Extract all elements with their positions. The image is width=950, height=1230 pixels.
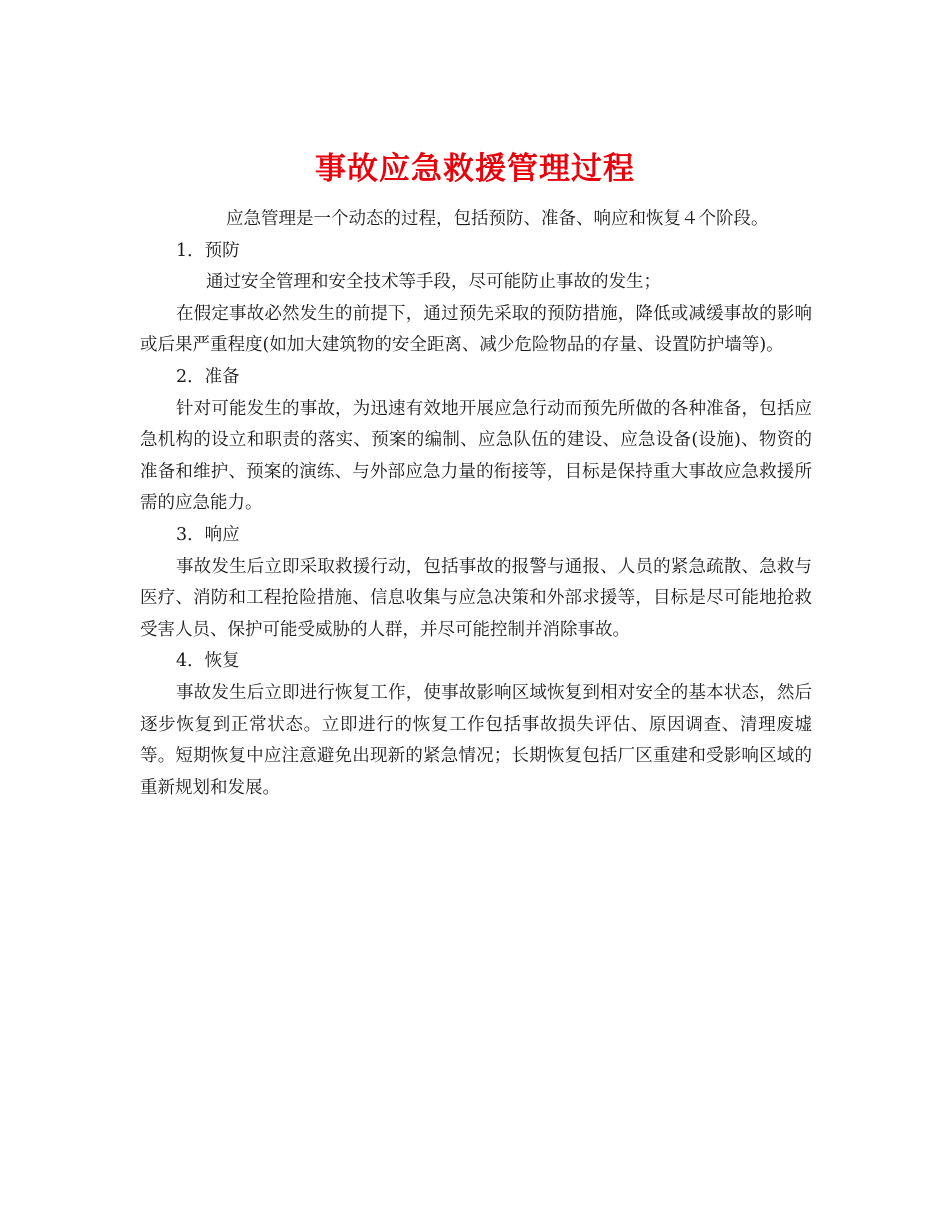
section-heading-prevention: 1．预防	[176, 240, 240, 261]
intro-paragraph: 应急管理是一个动态的过程，包括预防、准备、响应和恢复４个阶段。	[226, 209, 769, 229]
preparation-paragraph: 针对可能发生的事故，为迅速有效地开展应急行动而预先所做的各种准备，包括应急机构的设立和职责的落实、预案的编制、应急队伍的建设、应急设备(设施)、物资的准备和维护、预案的演练、与外部应急力量的衔接等，目标是保持重大事故应急救援所需的应急能力。	[140, 398, 812, 514]
section-heading-recovery: 4．恢复	[176, 651, 240, 672]
response-paragraph: 事故发生后立即采取救援行动，包括事故的报警与通报、人员的紧急疏散、急救与医疗、消防和工程抢险措施、信息收集与应急决策和外部求援等，目标是尽可能地抢救受害人员、保护可能受威胁的人群，并尽可能控制并消除事故。	[140, 556, 812, 640]
document-body	[140, 204, 812, 804]
recovery-paragraph: 事故发生后立即进行恢复工作，使事故影响区域恢复到相对安全的基本状态，然后逐步恢复到正常状态。立即进行的恢复工作包括事故损失评估、原因调查、清理废墟等。短期恢复中应注意避免出现新的紧急情况；长期恢复包括厂区重建和受影响区域的重新规划和发展。	[140, 682, 812, 798]
section-heading-response: 3．响应	[176, 524, 240, 545]
prevention-paragraph-2: 在假定事故必然发生的前提下，通过预先采取的预防措施，降低或减缓事故的影响或后果严重程度(如加大建筑物的安全距离、减少危险物品的存量、设置防护墙等)。	[140, 303, 812, 356]
document-title: 事故应急救援管理过程	[315, 150, 635, 187]
section-heading-preparation: 2．准备	[176, 366, 240, 387]
prevention-paragraph-1: 通过安全管理和安全技术等手段，尽可能防止事故的发生；	[206, 272, 661, 293]
